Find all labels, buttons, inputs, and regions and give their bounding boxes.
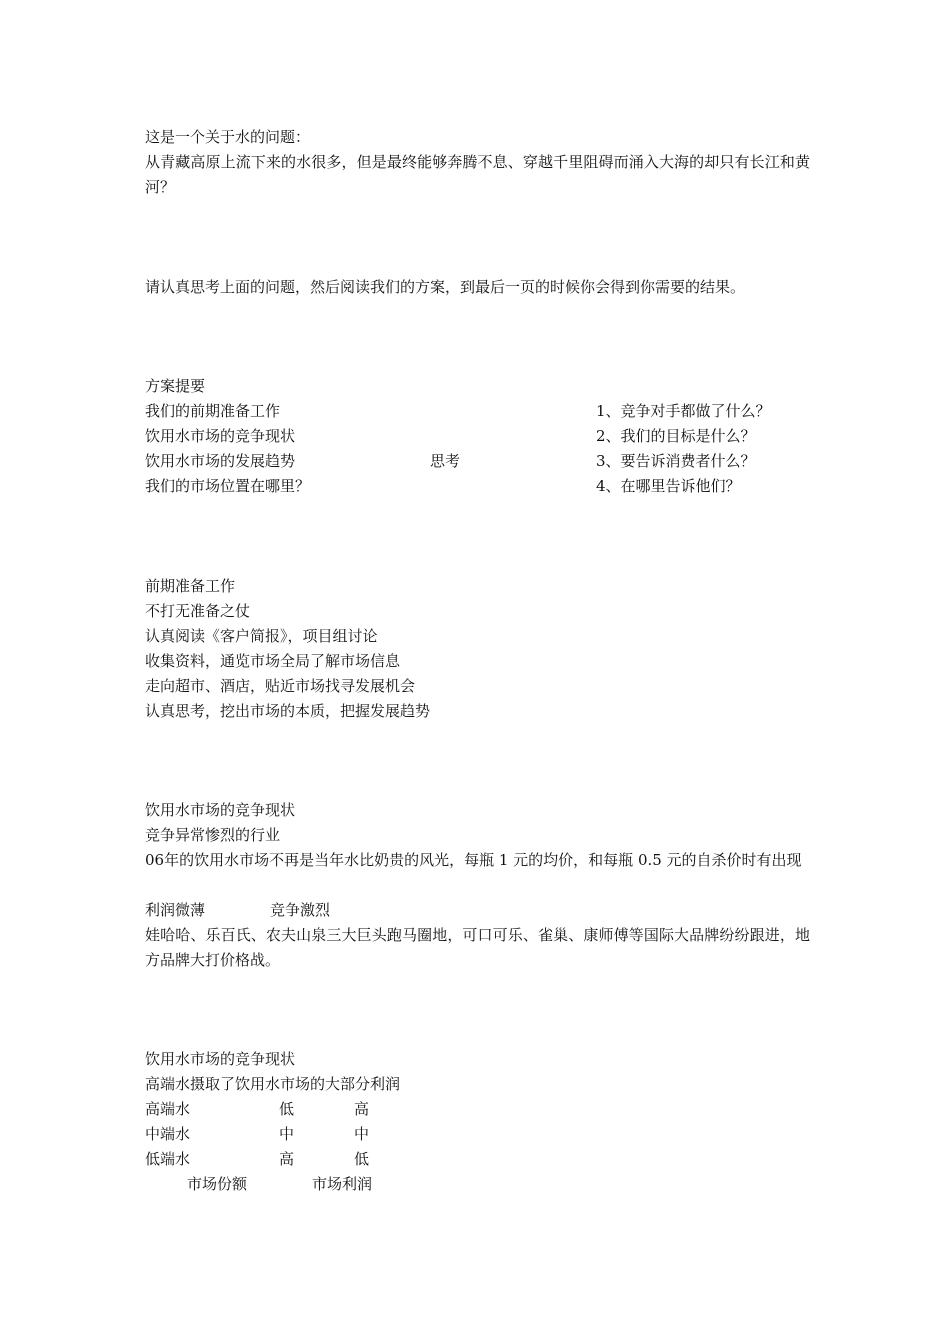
- summary-left-item: 我们的市场位置在哪里？: [145, 477, 311, 495]
- preparation-line: 不打无准备之仗: [145, 602, 251, 620]
- tier-share: 中: [279, 1125, 295, 1143]
- summary-heading: 方案提要: [145, 377, 206, 395]
- preparation-heading: 前期准备工作: [145, 577, 236, 595]
- summary-left-item: 我们的前期准备工作: [145, 402, 281, 420]
- brands-paragraph: 娃哈哈、乐百氏、农夫山泉三大巨头跑马圈地，可口可乐、雀巢、康师傅等国际大品牌纷纷跟进，地方品牌大打价格战。: [145, 926, 810, 969]
- tier-share: 高: [279, 1150, 295, 1168]
- profit-label: 利润微薄: [145, 901, 206, 919]
- question-title: 这是一个关于水的问题：: [145, 128, 311, 146]
- preparation-line: 收集资料，通览市场全局了解市场信息: [145, 652, 401, 670]
- column-label-share: 市场份额: [187, 1175, 248, 1193]
- summary-right-item: 3、要告诉消费者什么？: [596, 452, 756, 470]
- tier-share: 低: [279, 1100, 295, 1118]
- summary-center-label: 思考: [430, 452, 461, 470]
- competition-label: 竞争激烈: [270, 901, 331, 919]
- competition2-subheading: 高端水摄取了饮用水市场的大部分利润: [145, 1075, 401, 1093]
- summary-left-item: 饮用水市场的竞争现状: [145, 427, 296, 445]
- summary-right-item: 4、在哪里告诉他们？: [596, 477, 741, 495]
- column-label-profit: 市场利润: [312, 1175, 373, 1193]
- summary-right-item: 1、竞争对手都做了什么？: [596, 402, 771, 420]
- competition-heading: 饮用水市场的竞争现状: [145, 801, 296, 819]
- competition2-heading: 饮用水市场的竞争现状: [145, 1050, 296, 1068]
- question-body: 从青藏高原上流下来的水很多，但是最终能够奔腾不息、穿越千里阻碍而涌入大海的却只有长江和黄河？: [145, 153, 810, 196]
- summary-left-item: 饮用水市场的发展趋势: [145, 452, 296, 470]
- summary-right-item: 2、我们的目标是什么？: [596, 427, 756, 445]
- tier-profit: 低: [354, 1150, 370, 1168]
- tier-label: 中端水: [145, 1125, 191, 1143]
- tier-label: 高端水: [145, 1100, 191, 1118]
- instruction-text: 请认真思考上面的问题，然后阅读我们的方案，到最后一页的时候你会得到你需要的结果。: [145, 278, 746, 296]
- tier-profit: 高: [354, 1100, 370, 1118]
- tier-label: 低端水: [145, 1150, 191, 1168]
- preparation-line: 走向超市、酒店，贴近市场找寻发展机会: [145, 677, 416, 695]
- competition-paragraph: 06年的饮用水市场不再是当年水比奶贵的风光，每瓶 1 元的均价，和每瓶 0.5 元的自杀价时有出现: [145, 851, 802, 869]
- preparation-line: 认真阅读《客户简报》，项目组讨论: [145, 627, 378, 645]
- tier-profit: 中: [354, 1125, 370, 1143]
- competition-subheading: 竞争异常惨烈的行业: [145, 826, 281, 844]
- preparation-line: 认真思考，挖出市场的本质，把握发展趋势: [145, 702, 431, 720]
